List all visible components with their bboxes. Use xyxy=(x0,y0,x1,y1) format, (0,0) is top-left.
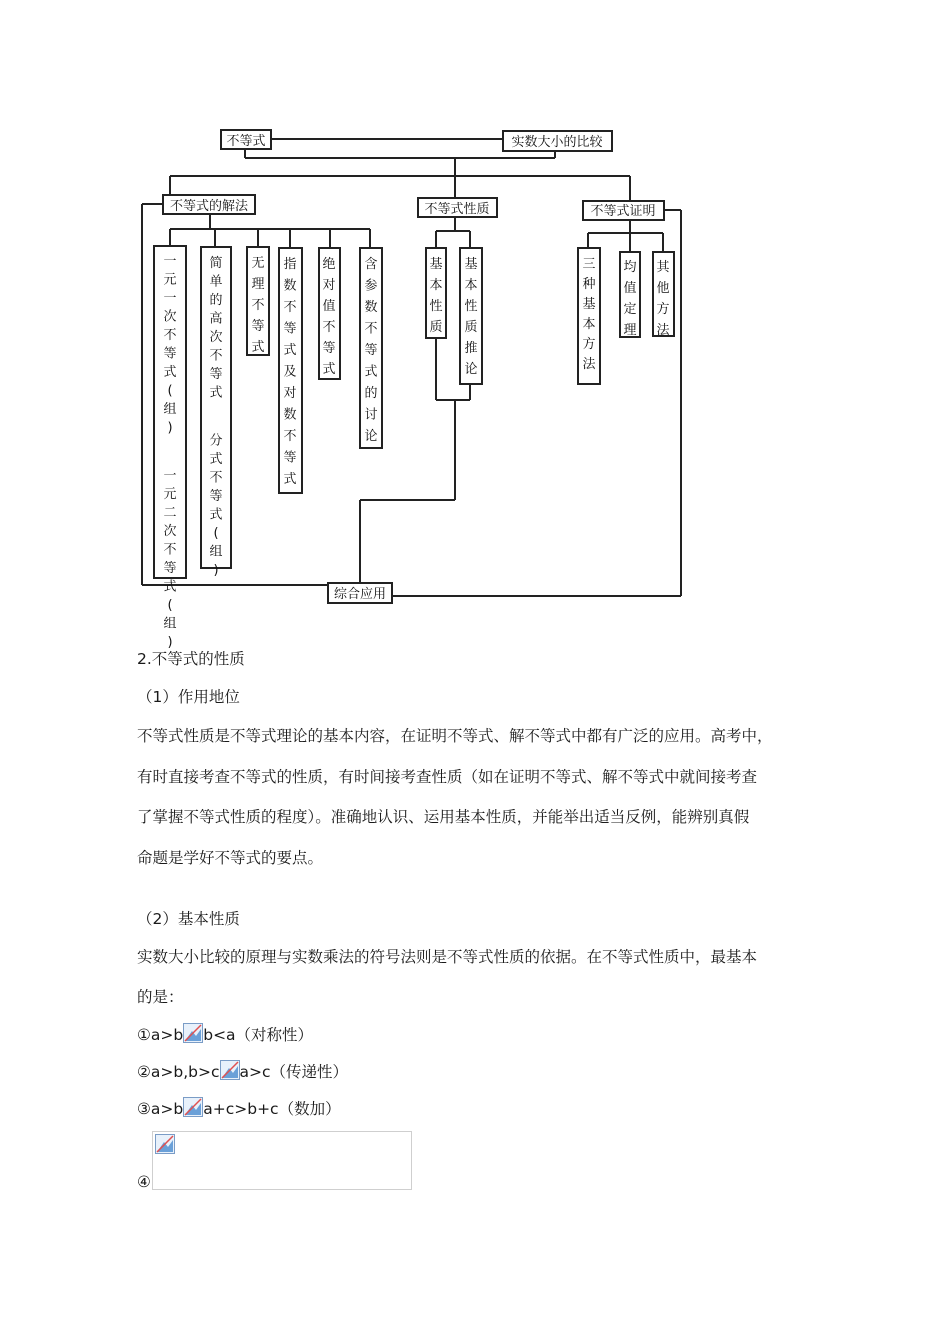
node-mean-value-theorem: 均值定理 xyxy=(623,260,637,338)
paragraph-line: 有时直接考查不等式的性质，有时间接考查性质（如在证明不等式、解不等式中就间接考查 xyxy=(137,768,758,786)
node-linear-quadratic: 一元一次不等式(组)一元二次不等式(组) xyxy=(163,254,177,651)
broken-image-icon xyxy=(183,1023,203,1043)
node-basic-properties: 基本性质 xyxy=(429,257,443,335)
property-premise: ③a>b xyxy=(137,1100,184,1118)
node-inequality: 不等式 xyxy=(226,134,266,149)
property-conclusion: b<a（对称性） xyxy=(203,1026,314,1044)
node-property-corollaries: 基本性质推论 xyxy=(464,257,478,377)
property-item-3 xyxy=(137,1097,341,1119)
property-item-4: ④ xyxy=(137,1173,151,1191)
node-solving-inequalities: 不等式的解法 xyxy=(169,199,249,214)
broken-image-icon xyxy=(220,1060,240,1080)
paragraph-line: 不等式性质是不等式理论的基本内容，在证明不等式、解不等式中都有广泛的应用。高考中， xyxy=(137,727,773,745)
property-conclusion: a>c（传递性） xyxy=(239,1063,349,1081)
paragraph-line: 实数大小比较的原理与实数乘法的符号法则是不等式性质的依据。在不等式性质中，最基本 xyxy=(137,948,758,966)
inequality-concept-map xyxy=(0,0,950,651)
subheading-role: （1）作用地位 xyxy=(137,688,240,706)
property-premise: ②a>b,b>c xyxy=(137,1063,220,1081)
node-real-number-comparison: 实数大小的比较 xyxy=(511,135,603,150)
node-three-basic-methods: 三种基本方法 xyxy=(582,257,596,372)
node-irrational: 无理不等式 xyxy=(251,256,265,355)
property-conclusion: a+c>b+c（数加） xyxy=(203,1100,341,1118)
node-higher-degree-fractional: 简单的高次不等式分式不等式(组) xyxy=(209,256,223,579)
node-other-methods: 其他方法 xyxy=(656,260,670,338)
section-heading: 2.不等式的性质 xyxy=(137,650,245,668)
property-premise: ①a>b xyxy=(137,1026,184,1044)
node-comprehensive-application: 综合应用 xyxy=(333,587,387,602)
property-item-2 xyxy=(137,1060,348,1082)
subheading-basic-properties: （2）基本性质 xyxy=(137,910,240,928)
paragraph-line: 命题是学好不等式的要点。 xyxy=(137,849,324,867)
node-absolute-value: 绝对值不等式 xyxy=(322,257,336,377)
node-inequality-properties: 不等式性质 xyxy=(424,202,490,217)
node-inequality-proof: 不等式证明 xyxy=(590,204,656,219)
property-item-1 xyxy=(137,1023,313,1045)
node-exponential-logarithmic: 指数不等式及对数不等式 xyxy=(283,257,297,487)
node-parametric: 含参数不等式的讨论 xyxy=(364,257,378,444)
broken-image-icon xyxy=(183,1097,203,1117)
paragraph-line: 的是： xyxy=(137,988,184,1006)
property-4-image-frame xyxy=(152,1131,412,1190)
paragraph-line: 了掌握不等式性质的程度）。准确地认识、运用基本性质，并能举出适当反例，能辨别真假 xyxy=(137,808,750,826)
broken-image-icon xyxy=(155,1134,175,1154)
